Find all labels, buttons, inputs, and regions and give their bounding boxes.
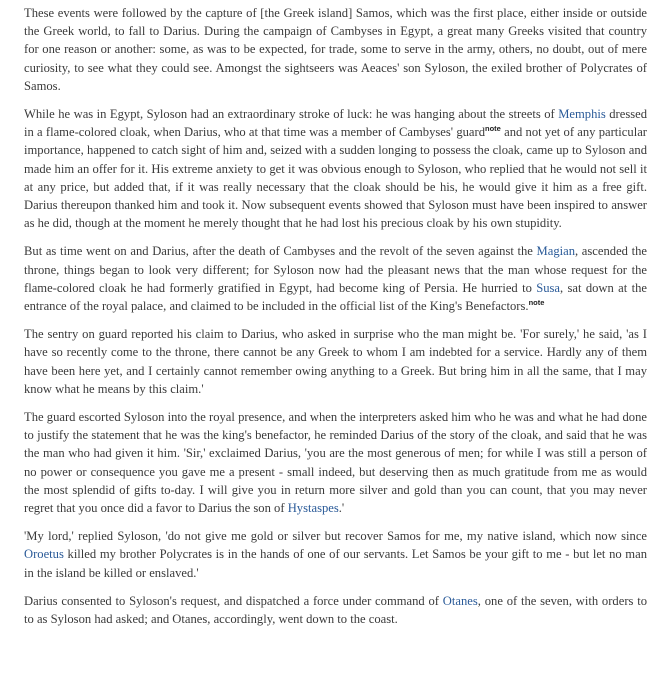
paragraph-flame-cloak <box>24 105 647 232</box>
paragraph-text: While he was in Egypt, Syloson had an extraordinary stroke of luck: he was hanging about the streets of <box>24 107 559 122</box>
paragraph-text: dressed in a flame-colored cloak, when Darius, who at that time was a member of Cambyses' guard <box>24 107 648 140</box>
link-oroetus[interactable]: Oroetus <box>24 547 64 562</box>
paragraph-text: The sentry on guard reported his claim to Darius, who asked in surprise who the man might be. 'For surely,' he said, 'as I have so recently come to the throne, there cannot be any Greek to whom I am indebted for a service. Hardly any of them have been here yet, and I certainly cannot remember owing anything to a Greek. But bring him in all the same, that I may know what he means by this claim.' <box>24 327 647 396</box>
paragraph-text: , sat down at the entrance of the royal palace, and claimed to be included in the official list of the King's Benefactors. <box>24 280 647 314</box>
link-susa[interactable]: Susa <box>536 280 561 295</box>
paragraph-samos-capture <box>24 4 647 95</box>
link-memphis[interactable]: Memphis <box>558 107 606 122</box>
paragraph-text: killed my brother Polycrates is in the hands of one of our servants. Let Samos be your gift to me - but let no man in the island be killed or enslaved.' <box>24 547 647 580</box>
paragraph-darius-consents <box>24 592 647 628</box>
paragraph-text: .' <box>338 501 345 516</box>
paragraph-text: The guard escorted Syloson into the royal presence, and when the interpreters asked him who he was and what he had done to justify the statement that he was the king's benefactor, he reminded Darius of the story of the cloak, and said that he was the man who had given it him. 'Sir,' exclaimed Darius, 'you are the most generous of men; for while I was still a person of no power or consequence you gave me a present - small indeed, but deserving then as much gratitude from me as would the most splendid of gifts to-day. I will give you in return more silver and gold than you can count, that you may never regret that you once did a favor to Darius the son of <box>24 410 647 516</box>
paragraph-text: , one of the seven, with orders to to as Syloson had asked; and Otanes, accordingly, went down to the coast. <box>24 593 647 627</box>
link-otanes[interactable]: Otanes <box>442 593 478 608</box>
paragraph-text: Darius consented to Syloson's request, and dispatched a force under command of <box>24 593 443 608</box>
footnote-link[interactable]: note <box>528 297 545 307</box>
paragraph-text: These events were followed by the capture of [the Greek island] Samos, which was the first place, either inside or outside the Greek world, to fall to Darius. During the campaign of Cambyses in Egypt, a great many Greeks visited that country for one reason or another: some, as was to be expected, for trade, some to serve in the army, others, no doubt, out of mere curiosity, to see what they could see. Amongst the sightseers was Aeaces' son Syloson, the exiled brother of Polycrates of Samos. <box>24 6 647 93</box>
paragraph-royal-presence <box>24 408 647 517</box>
paragraph-text: 'My lord,' replied Syloson, 'do not give me gold or silver but recover Samos for me, my native island, which now since <box>24 529 647 544</box>
paragraph-text: and not yet of any particular importance, happened to catch sight of him and, seized with a sudden longing to possess the cloak, came up to Syloson and made him an offer for it. His extreme anxiety to get it was obvious enough to Syloson, who replied that he would not sell it at any price, but added that, if it was really necessary that the cloak should be his, he would give it him as a free gift. Darius thereupon thanked him and took it. Now subsequent events showed that Syloson must have been inspired to answer as he did, though at the moment he merely thought that he had lost his precious cloak by his own stupidity. <box>24 125 647 231</box>
paragraph-text: But as time went on and Darius, after the death of Cambyses and the revolt of the seven against the <box>24 244 537 259</box>
paragraph-darius-throne <box>24 242 647 315</box>
paragraph-syloson-reply <box>24 527 647 582</box>
paragraph-sentry <box>24 325 647 398</box>
link-hystaspes[interactable]: Hystaspes <box>287 501 339 516</box>
link-magian[interactable]: Magian <box>536 244 576 259</box>
paragraph-text: , ascended the throne, things began to look very different; for Syloson now had the pleasant news that the man whose request for the flame-colored cloak he had formerly gratified in Egypt, had become king of Persia. He hurried to <box>24 244 647 295</box>
footnote-link[interactable]: note <box>485 124 501 134</box>
